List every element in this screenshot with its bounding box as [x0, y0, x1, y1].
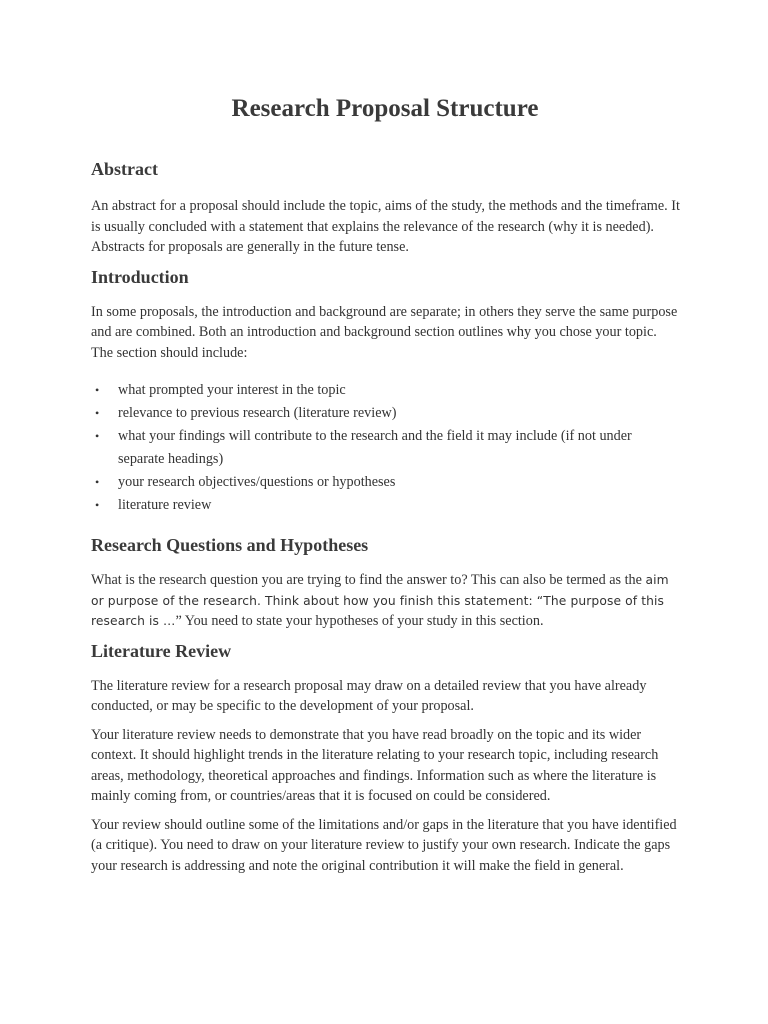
- research-questions-heading: Research Questions and Hypotheses: [91, 535, 369, 555]
- abstract-heading: Abstract: [91, 159, 158, 179]
- list-item-text: your research objectives/questions or hypotheses: [118, 474, 396, 490]
- document-content: [91, 94, 681, 884]
- bullet-icon: •: [95, 429, 100, 443]
- list-item: [91, 471, 681, 494]
- research-questions-paragraph: [91, 570, 681, 632]
- rq-text-part2: aim or purpose of the research. Think about how you finish this statement: “The purpose of this research is …: [91, 573, 669, 628]
- list-item-text: relevance to previous research (literature review): [118, 405, 397, 421]
- list-item: [91, 494, 681, 517]
- section-introduction: [91, 266, 681, 518]
- bullet-icon: •: [95, 383, 100, 397]
- list-item: [91, 425, 681, 471]
- list-item-text: literature review: [118, 497, 212, 513]
- list-item: [91, 379, 681, 402]
- bullet-icon: •: [95, 498, 100, 512]
- abstract-paragraph: An abstract for a proposal should include the topic, aims of the study, the methods and the timeframe. It is usually concluded with a statement that explains the relevance of the research (why it is needed). Abstracts for proposals are generally in the future tense.: [91, 198, 680, 255]
- literature-review-paragraph-3: Your review should outline some of the limitations and/or gaps in the literature that you have identified (a critique). You need to draw on your literature review to justify your own research. Indicate the gaps your research is addressing and note the original contribution it will make the field in general.: [91, 816, 677, 874]
- list-item-text: what your findings will contribute to the research and the field it may include (if not under separate headings): [118, 428, 632, 467]
- introduction-paragraph: In some proposals, the introduction and background are separate; in others they serve the same purpose and are combined. Both an introduction and background section outlines why you chose your topic. The section should include:: [91, 303, 678, 361]
- literature-review-paragraph-1: The literature review for a research proposal may draw on a detailed review that you have already conducted, or may be specific to the development of your proposal.: [91, 677, 647, 714]
- rq-text-part1: What is the research question you are trying to find the answer to? This can also be termed as the: [91, 572, 642, 588]
- list-item: [91, 402, 681, 425]
- rq-text-part3: ” You need to state your hypotheses of your study in this section.: [175, 613, 544, 629]
- list-item-text: what prompted your interest in the topic: [118, 382, 346, 398]
- introduction-bullet-list: [91, 379, 681, 517]
- introduction-heading: Introduction: [91, 266, 189, 287]
- literature-review-paragraph-2: Your literature review needs to demonstrate that you have read broadly on the topic and its wider context. It should highlight trends in the literature relating to your research topic, including research areas, methodology, theoretical approaches and findings. Information such as where the literature is mainly coming from, or countries/areas that it is focused on could be considered.: [91, 726, 659, 804]
- document-title: Research Proposal Structure: [231, 95, 539, 122]
- literature-review-heading: Literature Review: [91, 640, 232, 661]
- section-research-questions: [91, 534, 681, 632]
- bullet-icon: •: [95, 475, 100, 489]
- section-abstract: [91, 158, 681, 258]
- bullet-icon: •: [95, 406, 100, 420]
- section-literature-review: [91, 640, 681, 877]
